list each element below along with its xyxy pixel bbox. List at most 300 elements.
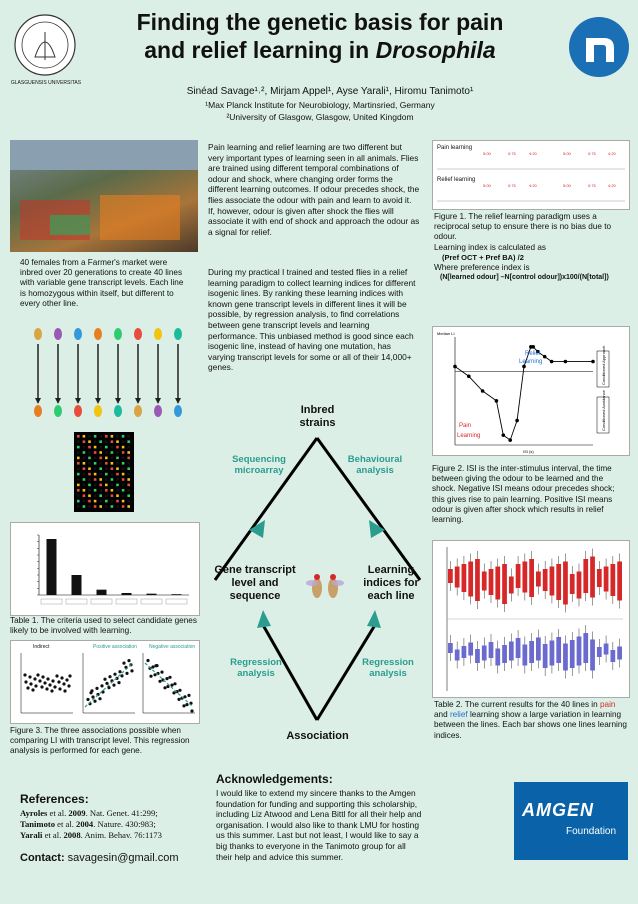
microarray-spot [122, 440, 125, 443]
references-title: References: [20, 792, 89, 806]
microarray-spot [127, 435, 130, 438]
data-point [154, 664, 157, 667]
ref-author: Ayroles [20, 808, 48, 818]
flow-gene-transcript: Gene transcript level and sequence [214, 564, 296, 602]
fig3-label-indirect: Indirect [33, 644, 50, 650]
ref-author: Tanimoto [20, 819, 56, 829]
svg-text:5:00: 5:00 [483, 151, 491, 156]
reference-3 [20, 830, 210, 841]
pain-box [509, 577, 514, 594]
microarray-spot [99, 451, 102, 454]
microarray-spot [116, 457, 119, 460]
data-point [65, 678, 68, 681]
microarray-spot [77, 500, 80, 503]
microarray-spot [99, 494, 102, 497]
pain-box [583, 559, 588, 593]
microarray-spot [127, 462, 130, 465]
relief-box [509, 642, 514, 661]
pain-box [475, 559, 480, 601]
pain-box [570, 574, 575, 594]
microarray-spot [94, 457, 97, 460]
contact [20, 852, 179, 864]
fly-icon [134, 405, 142, 417]
microarray-spot [83, 473, 86, 476]
relief-box [590, 640, 595, 671]
fig1-formula-1: (Pref OCT + Pref BA) /2 [442, 252, 524, 262]
microarray-spot [83, 478, 86, 481]
ack-title: Acknowledgements: [216, 772, 333, 786]
table2-relief: relief [449, 710, 468, 720]
microarray-spot [122, 500, 125, 503]
microarray-spot [116, 494, 119, 497]
table2-boxplot [432, 540, 630, 698]
data-point [130, 669, 133, 672]
data-point [112, 684, 115, 687]
microarray-spot [111, 505, 114, 508]
microarray-spot [88, 478, 91, 481]
fly-icon [154, 405, 162, 417]
fig3-regression-plots [10, 640, 200, 724]
relief-box [529, 641, 534, 663]
microarray-spot [116, 451, 119, 454]
microarray-spot [88, 473, 91, 476]
fly-icon [54, 405, 62, 417]
microarray-spot [77, 457, 80, 460]
microarray-spot [88, 462, 91, 465]
data-point [502, 433, 506, 437]
microarray-spot [77, 484, 80, 487]
microarray-spot [77, 435, 80, 438]
data-point [98, 697, 101, 700]
relief-box [522, 645, 527, 666]
microarray-spot [122, 489, 125, 492]
microarray-spot [99, 500, 102, 503]
data-point [122, 662, 125, 665]
microarray-spot [105, 457, 108, 460]
fig1-caption [434, 212, 630, 283]
data-point [591, 360, 595, 364]
data-point [24, 680, 27, 683]
ref-journal: . Nature. 430:983; [93, 819, 156, 829]
pain-box [468, 562, 473, 597]
data-point [48, 683, 51, 686]
microarray-spot [88, 484, 91, 487]
data-point [146, 659, 149, 662]
microarray-spot [99, 462, 102, 465]
relief-box [556, 637, 561, 663]
microarray-spot [127, 457, 130, 460]
data-point [151, 665, 154, 668]
category-label-box [116, 599, 137, 604]
pain-box [516, 564, 521, 588]
title-line-1: Finding the genetic basis for pain [136, 9, 504, 35]
fly-lines-illustration [28, 326, 188, 418]
fly-icon [54, 328, 62, 340]
data-point [67, 684, 70, 687]
data-point [550, 360, 554, 364]
microarray-spot [88, 451, 91, 454]
data-point [93, 700, 96, 703]
ref-etal: et al. [55, 819, 77, 829]
regression-line [145, 663, 193, 707]
affiliation-2: ²University of Glasgow, Glasgow, United Kingdom [226, 112, 414, 122]
data-point [86, 698, 89, 701]
svg-text:0:75: 0:75 [508, 183, 516, 188]
ref-year: 2009 [68, 808, 86, 818]
microarray-spot [88, 435, 91, 438]
pain-box [610, 564, 615, 596]
fig1-pref-line: Where preference index is [434, 263, 530, 273]
ref-journal: . Nat. Genet. 41:299; [85, 808, 158, 818]
amgen-word: AMGEN [522, 800, 594, 820]
microarray-spot [122, 446, 125, 449]
fly-icon [134, 328, 142, 340]
pain-box [597, 569, 602, 587]
fly-icon [34, 328, 42, 340]
microarray-spot [88, 489, 91, 492]
flow-inbred-strains: Inbred strains [299, 404, 336, 429]
microarray-spot [105, 494, 108, 497]
bar [147, 594, 157, 595]
microarray-spot [94, 478, 97, 481]
svg-text:5:00: 5:00 [563, 183, 571, 188]
fly-icon [174, 405, 182, 417]
data-point [120, 674, 123, 677]
data-point [163, 686, 166, 689]
microarray-spot [116, 440, 119, 443]
relief-box [563, 644, 568, 671]
microarray-spot [122, 462, 125, 465]
category-label-box [41, 599, 62, 604]
microarray-spot [88, 494, 91, 497]
microarray-spot [83, 451, 86, 454]
fly-drawings [305, 568, 345, 608]
microarray-spot [127, 484, 130, 487]
relief-box [495, 649, 500, 666]
microarray-spot [77, 467, 80, 470]
microarray-spot [127, 451, 130, 454]
fig3-caption: Figure 3. The three associations possible when comparing LI with transcript level. This regression analysis is performed for each gene. [10, 726, 190, 756]
fig1-caption-text: Figure 1. The relief learning paradigm uses a reciprocal setup to ensure there is no bias due to odour. [434, 212, 612, 242]
table2-caption-a: Table 2. The current results for the 40 lines in [434, 700, 600, 709]
fig2-caption: Figure 2. ISI is the inter-stimulus interval, the time between giving the odour to be learned and the shock. Negative ISI means odour precedes shock; this gives rise to pain learning. Positive ISI means odour is given after shock which results in relief learning. [432, 464, 615, 525]
relief-box [536, 638, 541, 661]
flow-behavioural-analysis: Behavioural analysis [347, 454, 403, 476]
data-point [28, 675, 31, 678]
category-label-box [91, 599, 112, 604]
svg-text:5:00: 5:00 [563, 151, 571, 156]
microarray-spot [99, 457, 102, 460]
microarray-spot [94, 489, 97, 492]
reference-2 [20, 819, 210, 830]
data-point [43, 681, 46, 684]
pain-box [455, 567, 460, 588]
data-point [173, 682, 176, 685]
data-point [58, 687, 61, 690]
data-point [68, 674, 71, 677]
bar [122, 593, 132, 595]
relief-box [543, 644, 548, 668]
microarray-spot [94, 435, 97, 438]
fly-icon [74, 328, 82, 340]
data-point [185, 703, 188, 706]
microarray-spot [127, 489, 130, 492]
regression-line [85, 663, 133, 707]
intro-paragraph-1: Pain learning and relief learning are two different but very important types of learning seen in all animals. Flies are trained using different temporal combinations of odour and shock, where changing order forms the different learning outcomes. If odour precedes shock, the flies associate the odour with pain and learn to avoid it. If, however, odour is given after shock the flies will associate it with end of shock and approach the odour as a signal for relief. [208, 142, 420, 237]
fig1-paradigm [432, 140, 630, 210]
pain-box [529, 559, 534, 597]
microarray-spot [127, 500, 130, 503]
flow-regression-right: Regression analysis [362, 657, 414, 679]
table2-caption-b: learning show a large variation in learning between the lines. Each bar shows one lines learning indices. [434, 710, 627, 740]
data-point [40, 685, 43, 688]
bar [97, 590, 107, 595]
data-point [508, 438, 512, 442]
microarray-spot [99, 473, 102, 476]
arrow-head [75, 398, 81, 404]
microarray-spot [122, 484, 125, 487]
microarray-spot [111, 484, 114, 487]
data-point [34, 684, 37, 687]
data-point [33, 677, 36, 680]
table2-and: and [434, 710, 450, 720]
microarray-spot [127, 478, 130, 481]
microarray-spot [111, 451, 114, 454]
relief-box [448, 643, 453, 653]
microarray-spot [88, 467, 91, 470]
inbreeding-caption: 40 females from a Farmer's market were inbred over 20 generations to create 40 lines with variable gene transcript levels. Each line is homozygous within itself, but different to every other line. [20, 258, 184, 308]
references-list [20, 808, 210, 841]
microarray-spot [77, 440, 80, 443]
microarray-spot [77, 478, 80, 481]
bar [72, 575, 82, 595]
ref-year: 2004 [76, 819, 94, 829]
table1-bar-chart [10, 522, 200, 616]
microarray-spot [116, 473, 119, 476]
fig1-li-line: Learning index is calculated as [434, 242, 546, 252]
data-point [38, 679, 41, 682]
data-point [481, 389, 485, 393]
data-point [118, 670, 121, 673]
data-point [158, 680, 161, 683]
microarray-spot [122, 457, 125, 460]
flow-association: Association [286, 730, 349, 742]
pain-box [590, 557, 595, 598]
data-point [125, 672, 128, 675]
microarray-spot [88, 457, 91, 460]
microarray-spot [105, 500, 108, 503]
data-point [178, 689, 181, 692]
microarray-spot [83, 505, 86, 508]
microarray-spot [122, 494, 125, 497]
microarray-spot [77, 489, 80, 492]
microarray-spot [105, 440, 108, 443]
pain-box [448, 569, 453, 583]
microarray-spot [94, 440, 97, 443]
data-point [170, 684, 173, 687]
microarray-spot [77, 451, 80, 454]
pain-box [495, 567, 500, 600]
relief-box [583, 633, 588, 663]
contact-email[interactable]: savagesin@gmail.com [67, 852, 179, 864]
data-point [127, 659, 130, 662]
category-label-box [66, 599, 87, 604]
microarray-spot [94, 462, 97, 465]
arrow-head [115, 398, 121, 404]
microarray-spot [111, 500, 114, 503]
data-point [89, 691, 92, 694]
microarray-spot [83, 457, 86, 460]
svg-text:4:20: 4:20 [608, 151, 616, 156]
microarray-spot [116, 505, 119, 508]
fly-icon [74, 405, 82, 417]
data-point [55, 674, 58, 677]
microarray-spot [127, 473, 130, 476]
data-point [515, 419, 519, 423]
microarray-spot [111, 467, 114, 470]
pain-box [482, 572, 487, 591]
data-point [165, 677, 168, 680]
microarray-spot [122, 435, 125, 438]
category-label-box [166, 599, 187, 604]
arrow-head [155, 398, 161, 404]
microarray-spot [116, 500, 119, 503]
microarray-spot [94, 467, 97, 470]
microarray-spot [105, 446, 108, 449]
microarray-spot [116, 478, 119, 481]
data-point [182, 704, 185, 707]
flow-regression-left: Regression analysis [230, 657, 282, 679]
microarray-spot [127, 505, 130, 508]
data-point [187, 694, 190, 697]
data-point [41, 675, 44, 678]
microarray-spot [122, 473, 125, 476]
pain-box [502, 564, 507, 604]
seal-caption: GLASGUENSIS UNIVERSITAS [10, 80, 82, 86]
fig2-isi-chart [432, 326, 630, 456]
flow-learning-indices: Learning indices for each line [363, 564, 419, 602]
intro-paragraph-2: During my practical I trained and tested flies in a relief learning paradigm to collect learning indices for different isogenic lines. By ranking these learning indices with known gene transcript levels in different lines it will be possible, by regression analysis, to find correlations between gene transcript levels and learning performance. This unbiased method is good since each isogenic line, instead of having one mutation, has varying transcript levels for some or all of their 14,000+ genes. [208, 267, 416, 373]
contact-label: Contact: [20, 852, 65, 864]
microarray-spot [122, 505, 125, 508]
ack-text: I would like to extend my sincere thanks to the Amgen foundation for funding and supporting this scholarship, including Liz Atwood and Lena Bittl for all their help and organisation. I would also like to thank LMU for hosting us this summer. Last but not least, I would like to say a big thanks to everyone in the Tanimoto group for all their help and advice this summer. [216, 788, 422, 862]
pain-box [577, 572, 582, 599]
microarray-spot [88, 446, 91, 449]
table2-pain: pain [599, 700, 616, 709]
microarray-spot [116, 435, 119, 438]
data-point [543, 355, 547, 359]
microarray-spot [127, 467, 130, 470]
table1-caption: Table 1. The criteria used to select candidate genes likely to be involved with learning. [10, 616, 197, 636]
relief-box [604, 644, 609, 655]
authors: Sinéad Savage¹˒², Mirjam Appel¹, Ayse Yarali¹, Hiromu Tanimoto¹ [186, 86, 474, 97]
microarray-spot [94, 451, 97, 454]
svg-text:4:20: 4:20 [608, 183, 616, 188]
relief-box [489, 642, 494, 658]
microarray-spot [105, 467, 108, 470]
relief-box [462, 646, 467, 658]
microarray-spot [105, 505, 108, 508]
data-point [95, 687, 98, 690]
microarray-spot [83, 500, 86, 503]
microarray-spot [111, 462, 114, 465]
microarray-spot [111, 478, 114, 481]
pain-box [536, 572, 541, 587]
y-label-avoidance: Conditioned Avoidance [601, 390, 606, 431]
microarray-spot [88, 440, 91, 443]
ref-etal: et al. [47, 808, 69, 818]
data-point [149, 675, 152, 678]
data-point [60, 676, 63, 679]
microarray-spot [88, 505, 91, 508]
arrow-head [95, 398, 101, 404]
arrow-head [35, 398, 41, 404]
relief-box [597, 647, 602, 657]
relief-box [610, 650, 615, 662]
ref-author: Yarali [20, 830, 43, 840]
microarray-spot [77, 473, 80, 476]
microarray-spot [77, 462, 80, 465]
microarray-spot [105, 489, 108, 492]
microarray-spot [99, 435, 102, 438]
fly-icon [174, 328, 182, 340]
microarray-spot [83, 446, 86, 449]
market-photo [10, 140, 198, 252]
fly-icon [154, 328, 162, 340]
table2-caption [434, 700, 630, 741]
microarray-spot [94, 500, 97, 503]
bar [172, 594, 182, 595]
pain-box [556, 564, 561, 600]
flow-sequencing-microarray: Sequencing microarray [232, 454, 286, 476]
microarray-spot [111, 457, 114, 460]
data-point [190, 709, 193, 712]
fig3-label-negative: Negative association [149, 644, 196, 650]
svg-text:0:75: 0:75 [508, 151, 516, 156]
microarray-spot [111, 435, 114, 438]
microarray-spot [105, 451, 108, 454]
data-point [31, 688, 34, 691]
svg-text:4:20: 4:20 [529, 151, 537, 156]
microarray-spot [77, 494, 80, 497]
amgen-foundation: Foundation [566, 826, 617, 837]
microarray-spot [99, 489, 102, 492]
relief-box [577, 637, 582, 666]
x-title: ISI (s) [523, 449, 534, 454]
affiliation-1: ¹Max Planck Institute for Neurobiology, Martinsried, Germany [205, 100, 435, 110]
relief-box [475, 649, 480, 663]
data-point [522, 365, 526, 369]
data-point [113, 673, 116, 676]
microarray-spot [116, 489, 119, 492]
data-point [531, 345, 535, 349]
data-point [62, 682, 65, 685]
microarray-spot [111, 489, 114, 492]
pain-box [563, 562, 568, 605]
microarray-spot [105, 462, 108, 465]
fly-icon [94, 328, 102, 340]
relief-box [550, 641, 555, 666]
microarray-spot [83, 440, 86, 443]
microarray-spot [94, 473, 97, 476]
microarray-spot [127, 446, 130, 449]
pain-box [543, 569, 548, 591]
svg-text:0:75: 0:75 [588, 183, 596, 188]
title-part: and relief learning in [144, 37, 376, 63]
svg-text:4:20: 4:20 [529, 183, 537, 188]
microarray-spot [94, 484, 97, 487]
data-point [160, 671, 163, 674]
